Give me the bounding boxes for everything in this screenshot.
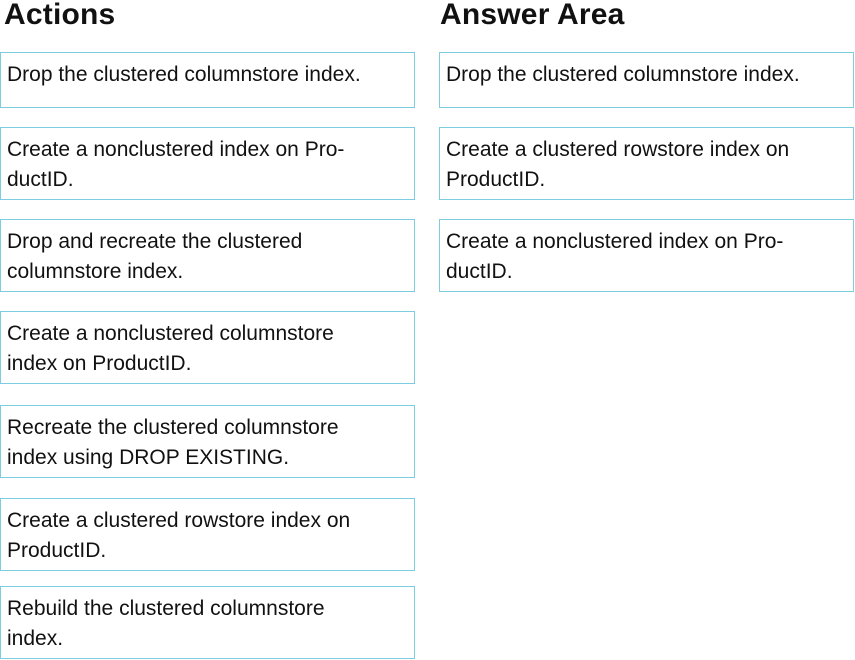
action-item-text-line1: Rebuild the clustered columnstore — [7, 597, 325, 620]
answer-area-heading: Answer Area — [440, 0, 625, 31]
action-item-text-line2: index. — [7, 627, 64, 650]
action-item-recreate-drop-existing[interactable] — [0, 405, 415, 478]
answer-item-text-line1: Create a nonclustered index on Pro- — [446, 230, 784, 253]
action-item-drop-clustered-columnstore[interactable] — [0, 52, 415, 108]
action-item-text-line2: columnstore index. — [7, 260, 184, 283]
answer-item-text-line1: Drop the clustered columnstore index. — [446, 63, 800, 86]
action-item-create-nonclustered-index[interactable] — [0, 127, 415, 200]
answer-item-text-line2: ProductID. — [446, 168, 546, 191]
action-item-text-line1: Drop the clustered columnstore index. — [7, 63, 361, 86]
action-item-text-line1: Recreate the clustered columnstore — [7, 416, 339, 439]
action-item-text-line1: Create a clustered rowstore index on — [7, 509, 351, 532]
action-item-text-line2: ductID. — [7, 168, 74, 191]
action-item-text-line2: ProductID. — [7, 539, 107, 562]
actions-heading: Actions — [4, 0, 116, 31]
action-item-text-line1: Create a nonclustered index on Pro- — [7, 138, 345, 161]
action-item-rebuild-clustered-columnstore[interactable] — [0, 586, 415, 659]
action-item-create-nonclustered-columnstore[interactable] — [0, 311, 415, 384]
action-item-text-line2: index using DROP EXISTING. — [7, 446, 290, 469]
action-item-text-line2: index on ProductID. — [7, 352, 192, 375]
answer-item-text-line1: Create a clustered rowstore index on — [446, 138, 790, 161]
answer-item-3[interactable] — [439, 219, 854, 292]
answer-item-text-line2: ductID. — [446, 260, 513, 283]
answer-item-1[interactable] — [439, 52, 854, 108]
answer-item-2[interactable] — [439, 127, 854, 200]
action-item-text-line1: Drop and recreate the clustered — [7, 230, 303, 253]
action-item-create-clustered-rowstore[interactable] — [0, 498, 415, 571]
action-item-text-line1: Create a nonclustered columnstore — [7, 322, 334, 345]
action-item-drop-recreate-clustered-columnstore[interactable] — [0, 219, 415, 292]
